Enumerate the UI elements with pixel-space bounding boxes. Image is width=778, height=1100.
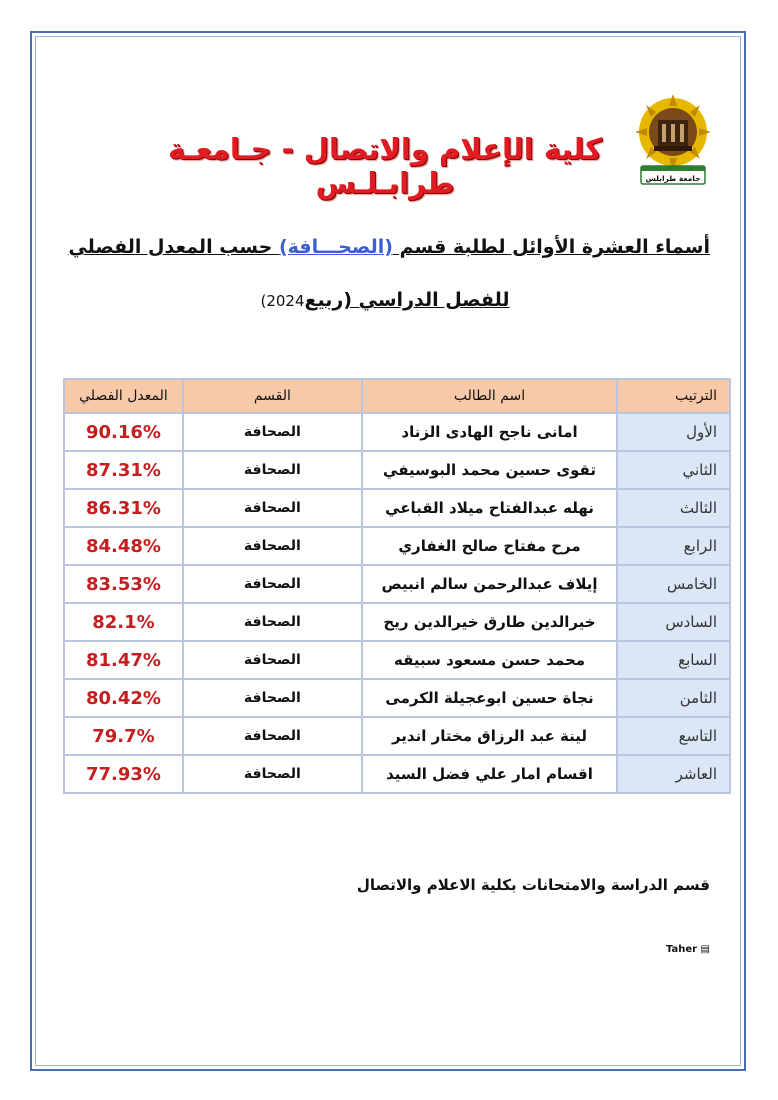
student-name-cell: امانى ناجح الهادى الزناد	[362, 413, 617, 451]
student-name-cell: تقوى حسين محمد البوسيفي	[362, 451, 617, 489]
average-cell: 87.31%	[64, 451, 183, 489]
department-cell: الصحافة	[183, 679, 362, 717]
department-cell: الصحافة	[183, 755, 362, 793]
rank-cell: السادس	[617, 603, 730, 641]
top-ten-table	[63, 378, 731, 794]
rank-cell: الثامن	[617, 679, 730, 717]
average-cell: 86.31%	[64, 489, 183, 527]
department-cell: الصحافة	[183, 489, 362, 527]
issuing-department: قسم الدراسة والامتحانات بكلية الاعلام والاتصال	[356, 876, 710, 894]
header-rank: الترتيب	[617, 379, 730, 413]
rank-cell: العاشر	[617, 755, 730, 793]
table-row	[64, 717, 730, 755]
table-row	[64, 489, 730, 527]
header-average: المعدل الفصلي	[64, 379, 183, 413]
table-row	[64, 565, 730, 603]
average-cell: 81.47%	[64, 641, 183, 679]
rank-cell: الخامس	[617, 565, 730, 603]
rank-cell: التاسع	[617, 717, 730, 755]
student-name-cell: نجاة حسين ابوعجيلة الكرمى	[362, 679, 617, 717]
average-cell: 83.53%	[64, 565, 183, 603]
table-row	[64, 413, 730, 451]
header-student-name: اسم الطالب	[362, 379, 617, 413]
average-cell: 77.93%	[64, 755, 183, 793]
table-row	[64, 451, 730, 489]
department-cell: الصحافة	[183, 527, 362, 565]
building-icon	[654, 120, 692, 151]
department-cell: الصحافة	[183, 565, 362, 603]
rank-cell: الثاني	[617, 451, 730, 489]
department-highlight: (الصحـــافة)	[278, 236, 393, 258]
rank-cell: الأول	[617, 413, 730, 451]
department-cell: الصحافة	[183, 451, 362, 489]
rank-cell: الثالث	[617, 489, 730, 527]
rank-cell: الرابع	[617, 527, 730, 565]
table-row	[64, 755, 730, 793]
department-cell: الصحافة	[183, 641, 362, 679]
department-cell: الصحافة	[183, 717, 362, 755]
table-row	[64, 603, 730, 641]
table-row	[64, 679, 730, 717]
student-name-cell: لينة عبد الرزاق مختار اندير	[362, 717, 617, 755]
average-cell: 82.1%	[64, 603, 183, 641]
average-cell: 90.16%	[64, 413, 183, 451]
semester-label: للفصل الدراسي	[352, 289, 510, 311]
page-title: كلية الإعلام والاتصال - جـامعـة طرابـلـس	[168, 132, 602, 200]
header-department: القسم	[183, 379, 362, 413]
student-name-cell: اقسام امار علي فضل السيد	[362, 755, 617, 793]
logo-caption: جامعة طرابلس	[645, 174, 701, 183]
average-cell: 80.42%	[64, 679, 183, 717]
table-header-row	[64, 379, 730, 413]
student-name-cell: إيلاف عبدالرحمن سالم انبيص	[362, 565, 617, 603]
subtitle-part: حسب المعدل الفصلي	[68, 236, 279, 258]
university-logo	[632, 92, 714, 188]
signature-label	[640, 944, 710, 955]
average-cell: 79.7%	[64, 717, 183, 755]
table-row	[64, 527, 730, 565]
semester-year: 2024)	[260, 292, 305, 310]
semester-line	[250, 289, 520, 311]
student-name-cell: نهله عبدالفتاح ميلاد القباعي	[362, 489, 617, 527]
report-subtitle	[68, 236, 710, 258]
student-name-cell: محمد حسن مسعود سبيقه	[362, 641, 617, 679]
department-cell: الصحافة	[183, 413, 362, 451]
laptop-icon: ▤	[700, 944, 710, 955]
student-name-cell: خيرالدين طارق خيرالدين ريح	[362, 603, 617, 641]
average-cell: 84.48%	[64, 527, 183, 565]
table-row	[64, 641, 730, 679]
signature-text: Taher	[665, 944, 698, 955]
student-name-cell: مرح مفتاح صالح الغفاري	[362, 527, 617, 565]
rank-cell: السابع	[617, 641, 730, 679]
semester-season: (ربيع	[304, 289, 353, 311]
subtitle-part: أسماء العشرة الأوائل لطلبة قسم	[392, 236, 710, 258]
department-cell: الصحافة	[183, 603, 362, 641]
